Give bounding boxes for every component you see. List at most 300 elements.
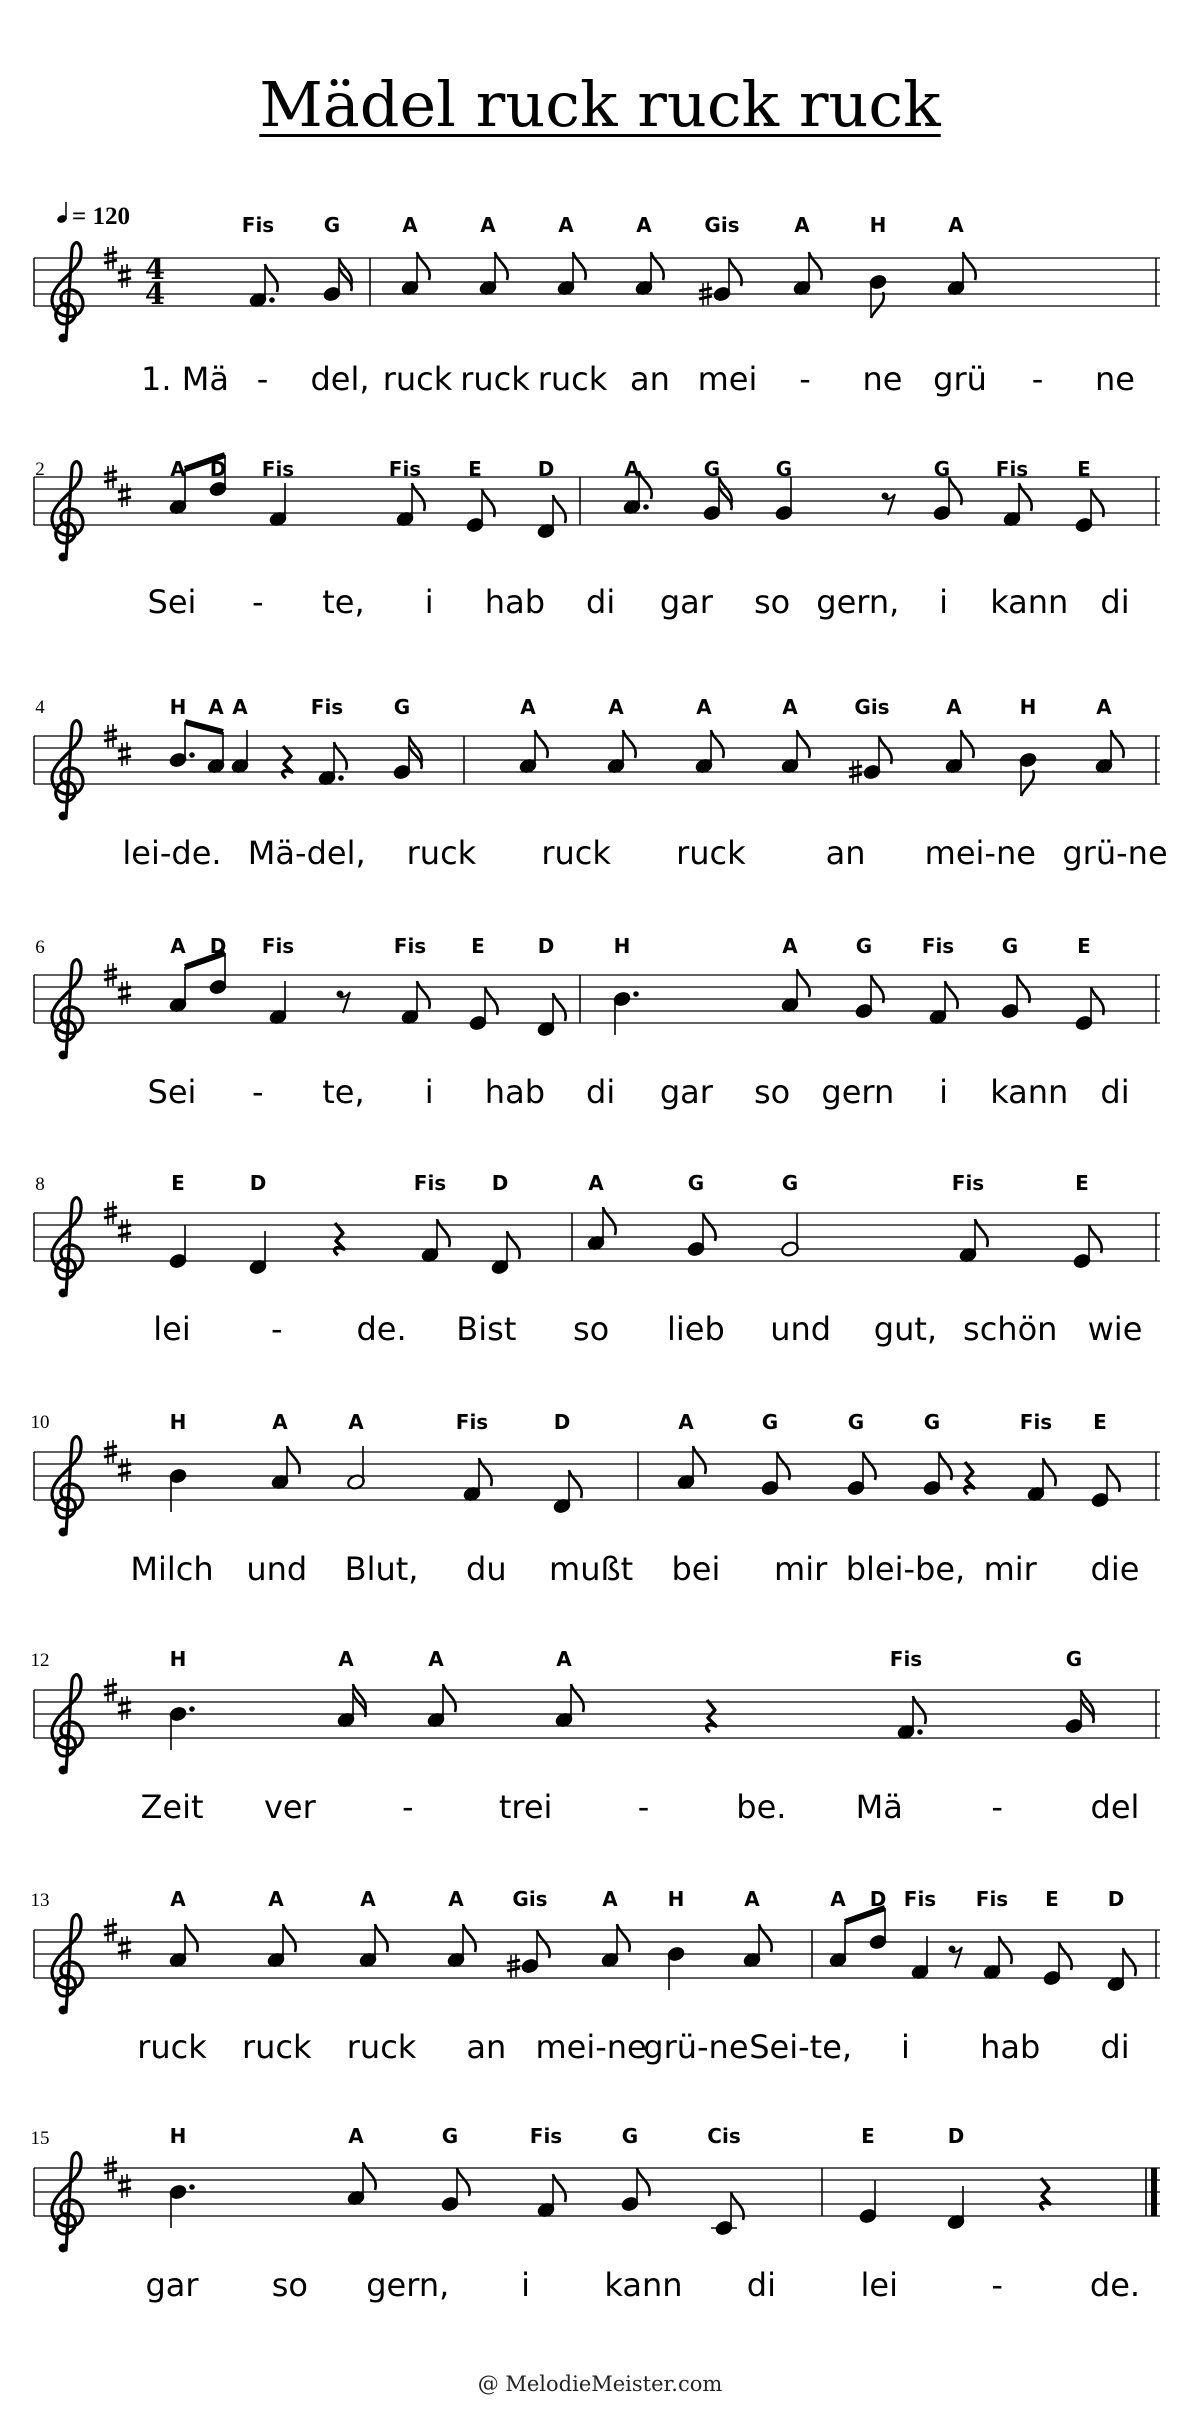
chord-symbol: A: [556, 1647, 572, 1671]
sharp-bar: [104, 730, 117, 733]
sharp-bar: [849, 766, 862, 769]
staff-system: [31, 2124, 1161, 2304]
lyric-syllable: 1. Mä: [141, 360, 229, 398]
note: [932, 477, 961, 522]
lyric-syllable: gut,: [873, 1310, 938, 1348]
treble-clef-icon: [52, 1915, 83, 2012]
lyric-syllable: di: [1100, 583, 1130, 621]
note: [1002, 483, 1031, 528]
note-flag: [479, 1458, 492, 1486]
note: [1090, 1464, 1119, 1509]
note: [248, 264, 277, 309]
lyric-syllable: schön: [963, 1310, 1058, 1348]
measure-number: 6: [35, 937, 45, 958]
chord-symbol: G: [621, 2124, 639, 2148]
note: [168, 1924, 197, 1969]
treble-clef-dot: [59, 2244, 68, 2253]
note: [774, 477, 793, 522]
note-flag: [412, 483, 425, 511]
chord-symbol: D: [537, 457, 555, 481]
note-flag: [1021, 770, 1034, 796]
key-sharp-c-icon: [118, 1458, 131, 1482]
note: [1064, 1690, 1093, 1735]
note: [336, 1684, 365, 1729]
sharp-bar: [104, 969, 117, 972]
lyric-syllable: i: [900, 2028, 910, 2066]
sharp-bar: [699, 296, 712, 299]
measure-number: 15: [30, 2128, 50, 2149]
footer-credit: @ MelodieMeister.com: [477, 2372, 723, 2396]
note-dot: [643, 504, 649, 510]
note-dot: [189, 2184, 195, 2190]
chord-symbol: A: [338, 1647, 354, 1671]
lyric-syllable: ruck: [382, 360, 453, 398]
note: [168, 1705, 194, 1750]
sharp-bar: [104, 738, 117, 741]
chord-symbol: A: [402, 213, 418, 237]
chord-symbol: A: [588, 1171, 604, 1195]
lyric-syllable: de.: [1089, 2266, 1141, 2304]
lyric-syllable: Sei-te,: [749, 2028, 853, 2066]
note-flag: [507, 1231, 520, 1259]
lyric-syllable: -: [991, 1788, 1003, 1826]
note: [946, 252, 975, 297]
treble-clef-dot: [59, 1766, 68, 1775]
sharp-bar: [699, 288, 712, 291]
lyric-syllable: ne: [1095, 360, 1135, 398]
chord-symbol: G: [1001, 934, 1019, 958]
lyric-syllable: Mä: [855, 1788, 903, 1826]
chord-symbol: E: [1093, 1410, 1107, 1434]
note-flag: [334, 742, 347, 770]
note: [468, 987, 497, 1032]
lyric-syllable: i: [939, 583, 948, 621]
note: [780, 730, 809, 775]
lyric-syllable: te,: [322, 583, 365, 621]
quarter-rest-icon: [1041, 2178, 1050, 2210]
sharp-bar: [104, 479, 117, 482]
sharp-bar: [104, 977, 117, 980]
note: [760, 1452, 789, 1497]
sharp-bar: [118, 278, 131, 281]
lyric-syllable: ruck: [346, 2028, 417, 2066]
chord-symbol: A: [558, 213, 574, 237]
lyric-syllable: an: [630, 360, 670, 398]
lyric-syllable: trei: [498, 1788, 553, 1826]
chord-symbol: G: [393, 695, 411, 719]
page-title: Mädel ruck ruck ruck: [259, 68, 941, 141]
chord-symbol: A: [1096, 695, 1112, 719]
note: [420, 1219, 449, 1264]
lyric-syllable: hab: [484, 1073, 546, 1111]
note: [854, 975, 883, 1020]
treble-clef-dot: [59, 812, 68, 821]
lyric-syllable: ruck: [241, 2028, 312, 2066]
chord-symbol: A: [170, 934, 186, 958]
sharp-bar: [118, 1710, 131, 1713]
lyric-syllable: i: [521, 2266, 531, 2304]
note-flag: [1019, 483, 1032, 511]
staff-system: [34, 455, 1160, 621]
note-flag: [945, 981, 958, 1009]
chord-symbol: A: [170, 457, 186, 481]
chord-symbol: H: [1019, 695, 1037, 719]
treble-clef-icon: [52, 2153, 83, 2250]
note: [676, 1446, 705, 1491]
eighth-rest-icon: [882, 493, 896, 516]
lyric-syllable: ne: [862, 360, 903, 398]
note: [346, 1446, 365, 1491]
chord-symbol: H: [169, 1647, 187, 1671]
note: [958, 1219, 987, 1264]
note: [922, 1452, 951, 1497]
key-sharp-c-icon: [118, 1936, 131, 1960]
note: [554, 1684, 583, 1729]
lyric-syllable: ver: [263, 1788, 316, 1826]
chord-symbol: Fis: [889, 1647, 923, 1671]
sharp-bar: [104, 2162, 117, 2165]
lyric-syllable: mir: [983, 1550, 1037, 1588]
chord-symbol: E: [171, 1171, 185, 1195]
note: [620, 2168, 649, 2213]
note-flag: [639, 471, 652, 499]
lyric-syllable: mei: [697, 360, 758, 398]
chord-symbol: H: [613, 934, 631, 958]
chord-symbol: H: [169, 2124, 187, 2148]
note: [928, 981, 957, 1026]
chord-symbol: G: [775, 457, 793, 481]
chord-symbol: A: [830, 1887, 846, 1911]
sharp-bar: [104, 1692, 117, 1695]
chord-symbol: A: [744, 1887, 760, 1911]
lyric-syllable: grü-ne: [643, 2028, 749, 2066]
chord-symbol: G: [933, 457, 951, 481]
chord-symbol: Fis: [903, 1887, 937, 1911]
lyric-syllable: Sei: [147, 583, 197, 621]
lyric-syllable: Blut,: [344, 1550, 419, 1588]
sharp-bar: [118, 2188, 131, 2191]
key-sharp-c-icon: [118, 1219, 131, 1243]
chord-symbol: H: [667, 1887, 685, 1911]
chord-symbol: A: [268, 1887, 284, 1911]
lyric-syllable: so: [572, 1310, 610, 1348]
lyric-syllable: te,: [322, 1073, 365, 1111]
lyric-syllable: Zeit: [140, 1788, 204, 1826]
sharp-bar: [104, 260, 117, 263]
chord-symbol: G: [441, 2124, 459, 2148]
sharp-bar: [849, 774, 862, 777]
treble-clef-dot: [59, 1051, 68, 1060]
note: [536, 993, 565, 1038]
chord-symbol: Fis: [1019, 1410, 1053, 1434]
note: [317, 742, 346, 787]
lyric-syllable: -: [1031, 360, 1044, 398]
chord-symbol: Gis: [854, 695, 890, 719]
quarter-rest-icon: [707, 1700, 716, 1732]
note: [846, 1452, 875, 1497]
chord-symbol: A: [170, 1887, 186, 1911]
treble-clef-dot: [59, 1289, 68, 1298]
key-sharp-c-icon: [118, 742, 131, 766]
lyric-syllable: ruck: [137, 2028, 207, 2066]
lyric-syllable: -: [991, 2266, 1003, 2304]
sharp-bar: [104, 1215, 117, 1218]
note-flag: [443, 1684, 456, 1712]
note: [266, 1924, 295, 1969]
note-dot: [917, 1729, 923, 1735]
lyric-syllable: wie: [1087, 1310, 1143, 1348]
tempo-value: = 120: [72, 203, 130, 230]
note: [606, 730, 635, 775]
quarter-rest-icon: [283, 746, 292, 778]
lyric-syllable: gern,: [366, 2266, 450, 2304]
note-flag: [265, 264, 278, 292]
lyric-syllable: bei: [671, 1550, 721, 1588]
treble-clef-icon: [52, 1198, 83, 1295]
chord-symbol: A: [348, 1410, 364, 1434]
note: [248, 1231, 267, 1276]
lyric-syllable: die: [1090, 1550, 1140, 1588]
chord-symbol: H: [169, 695, 187, 719]
lyric-syllable: an: [825, 834, 866, 872]
lyric-syllable: lieb: [666, 1310, 725, 1348]
note: [168, 1467, 187, 1512]
note: [1094, 730, 1123, 775]
chord-symbol: Fis: [388, 457, 422, 481]
chord-symbol: Cis: [707, 2124, 741, 2148]
note: [440, 2168, 469, 2213]
note: [792, 252, 821, 297]
note: [168, 1225, 187, 1270]
chord-symbol: E: [861, 2124, 875, 2148]
sharp-bar: [118, 1233, 131, 1236]
note: [346, 2162, 375, 2207]
key-sharp-c-icon: [118, 483, 131, 507]
note-flag: [711, 730, 724, 758]
note: [1026, 1458, 1055, 1503]
chord-symbol: A: [948, 213, 964, 237]
eighth-rest-icon: [949, 1946, 963, 1969]
note: [742, 1924, 771, 1969]
chord-symbol: Gis: [512, 1887, 548, 1911]
chord-symbol: Fis: [261, 457, 295, 481]
treble-clef-icon: [52, 1437, 83, 1534]
chord-symbol: G: [703, 457, 721, 481]
lyric-syllable: di: [1100, 1073, 1130, 1111]
note: [666, 1945, 685, 1990]
note-flag: [759, 1924, 772, 1952]
lyric-syllable: -: [637, 1788, 650, 1826]
chord-symbol: Fis: [393, 934, 427, 958]
lyric-syllable: Bist: [456, 1310, 517, 1348]
sharp-bar: [104, 2170, 117, 2173]
note: [600, 1924, 629, 1969]
note-flag: [623, 730, 636, 758]
chord-symbol: A: [272, 1410, 288, 1434]
staff-system: [31, 1887, 1161, 2066]
note-flag: [571, 1684, 584, 1712]
chord-symbol: Fis: [261, 934, 295, 958]
lyric-syllable: blei-be,: [845, 1550, 966, 1588]
note-flag: [603, 1207, 616, 1235]
chord-symbol: H: [169, 1410, 187, 1434]
note: [536, 2174, 565, 2219]
lyric-syllable: i: [424, 1073, 434, 1111]
note: [400, 981, 429, 1026]
chord-symbol: D: [869, 1887, 887, 1911]
sharp-bar: [104, 1207, 117, 1210]
note-flag: [693, 1446, 706, 1474]
chord-symbol: G: [923, 1410, 941, 1434]
chord-symbol: D: [553, 1410, 571, 1434]
lyric-syllable: Mä-del,: [247, 834, 366, 872]
note: [358, 1924, 387, 1969]
note-flag: [417, 252, 430, 280]
staff-system: [34, 202, 1160, 398]
note: [982, 1936, 1011, 1981]
note-flag: [185, 1924, 198, 1952]
lyric-syllable: di: [746, 2266, 776, 2304]
lyric-syllable: -: [251, 583, 264, 621]
sharp-bar: [104, 1446, 117, 1449]
lyric-syllable: -: [251, 1073, 264, 1111]
note: [400, 252, 429, 297]
note: [168, 2183, 194, 2228]
lyric-syllable: kann: [990, 1073, 1069, 1111]
lyric-syllable: gar: [659, 1073, 713, 1111]
note: [780, 1213, 799, 1258]
treble-clef-dot: [59, 2006, 68, 2015]
note-dot: [189, 752, 195, 758]
sharp-bar: [118, 1472, 131, 1475]
sharp-bar: [104, 1932, 117, 1935]
key-sharp-c-icon: [118, 981, 131, 1005]
key-sharp-c-icon: [118, 1696, 131, 1720]
quarter-rest-icon: [335, 1223, 344, 1255]
note-flag: [913, 1696, 926, 1724]
lyric-syllable: und: [246, 1550, 308, 1588]
chord-symbol: Gis: [704, 213, 740, 237]
note-flag: [797, 969, 810, 997]
chord-symbol: Fis: [995, 457, 1029, 481]
note-flag: [999, 1936, 1012, 1964]
staff-system: [34, 1171, 1160, 1348]
chord-symbol: A: [232, 695, 248, 719]
chord-symbol: H: [869, 213, 887, 237]
note-flag: [975, 1219, 988, 1247]
note-flag: [553, 495, 566, 523]
note-flag: [463, 1924, 476, 1952]
chord-symbol: A: [428, 1647, 444, 1671]
staff-system: [34, 695, 1168, 872]
note-flag: [1043, 1458, 1056, 1486]
lyric-syllable: Milch: [130, 1550, 214, 1588]
chord-symbol: A: [946, 695, 962, 719]
chord-symbol: A: [678, 1410, 694, 1434]
chord-symbol: G: [847, 1410, 865, 1434]
chord-symbol: G: [781, 1171, 799, 1195]
chord-symbol: E: [1077, 457, 1091, 481]
lyric-syllable: lei: [153, 1310, 191, 1348]
note-flag: [495, 252, 508, 280]
time-signature: [145, 252, 165, 311]
chord-symbol: Fis: [975, 1887, 1009, 1911]
key-sharp-c-icon: [118, 264, 131, 288]
note-flag: [553, 993, 566, 1021]
treble-clef-icon: [52, 960, 83, 1057]
note: [612, 990, 638, 1035]
lyric-syllable: so: [753, 1073, 791, 1111]
chord-symbol: Fis: [310, 695, 344, 719]
chord-symbol: A: [782, 695, 798, 719]
note: [518, 730, 547, 775]
note-flag: [363, 2162, 376, 2190]
lyric-syllable: be.: [736, 1788, 787, 1826]
note: [586, 1207, 615, 1252]
note: [711, 2192, 744, 2237]
lyric-syllable: del,: [310, 360, 370, 398]
measure-number: 12: [30, 1650, 50, 1671]
note: [1074, 987, 1103, 1032]
chord-symbol: Fis: [529, 2124, 563, 2148]
chord-symbol: A: [348, 2124, 364, 2148]
lyric-syllable: i: [424, 583, 434, 621]
lyric-syllable: kann: [990, 583, 1069, 621]
lyric-syllable: grü: [933, 360, 987, 398]
measure-number: 4: [35, 697, 45, 718]
lyric-syllable: -: [271, 1310, 283, 1348]
barline-final-thick: [1151, 2168, 1157, 2216]
lyric-syllable: grü-ne: [1062, 834, 1168, 872]
lyric-syllable: und: [770, 1310, 832, 1348]
note: [465, 489, 494, 534]
note: [946, 2186, 965, 2231]
note: [230, 730, 249, 775]
note: [552, 1470, 581, 1515]
chord-symbol: D: [209, 934, 227, 958]
lyric-syllable: mei-ne: [535, 2028, 647, 2066]
sharp-bar: [104, 471, 117, 474]
chord-symbol: E: [1075, 1171, 1089, 1195]
note-flag: [283, 1924, 296, 1952]
chord-symbol: A: [782, 934, 798, 958]
treble-clef-icon: [52, 721, 83, 818]
measure-number: 13: [30, 1890, 50, 1911]
chord-symbol: D: [209, 457, 227, 481]
treble-clef-dot: [59, 1528, 68, 1537]
chord-symbol: D: [947, 2124, 965, 2148]
chord-symbol: G: [1065, 1647, 1083, 1671]
eighth-rest-icon: [337, 991, 351, 1014]
lyric-syllable: an: [466, 2028, 507, 2066]
chord-symbol: D: [249, 1171, 267, 1195]
lyric-syllable: lei-de.: [122, 834, 222, 872]
note: [426, 1684, 455, 1729]
chord-symbol: G: [855, 934, 873, 958]
note: [944, 730, 973, 775]
lyric-syllable: di: [586, 1073, 616, 1111]
chord-symbol: A: [208, 695, 224, 719]
lyric-syllable: -: [799, 360, 811, 398]
chord-symbol: G: [323, 213, 341, 237]
note-flag: [553, 2174, 566, 2202]
measure-number: 8: [35, 1174, 45, 1195]
note: [868, 273, 887, 318]
lyric-syllable: gar: [145, 2266, 199, 2304]
lyric-syllable: gern,: [816, 583, 900, 621]
note: [780, 969, 809, 1014]
chord-symbol: E: [1045, 1887, 1059, 1911]
